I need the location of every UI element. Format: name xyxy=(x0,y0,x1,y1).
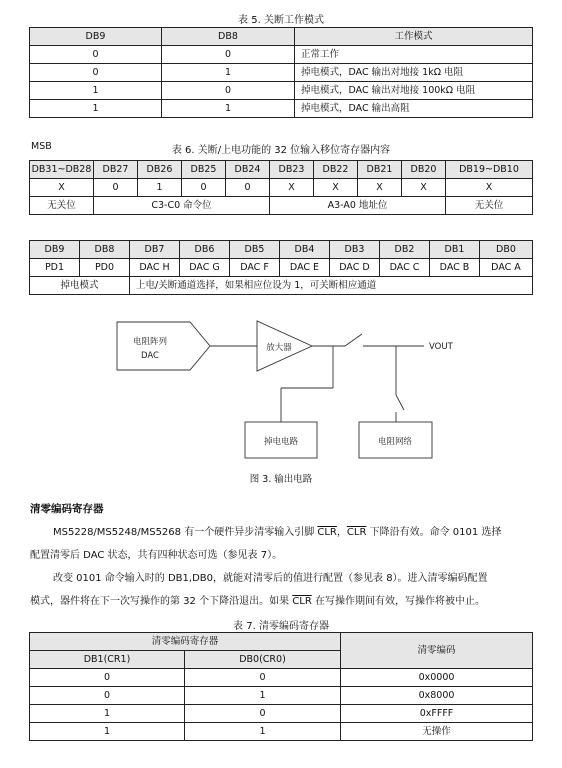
table-row xyxy=(30,669,533,687)
table7-header-db0: DB0(CR0) xyxy=(185,651,341,669)
network-switch xyxy=(396,395,404,410)
table5-cell: 掉电模式，DAC 输出对地接 100kΩ 电阻 xyxy=(295,82,533,100)
p1-text-a: MS5228/MS5248/MS5268 有一个硬件异步清零输入引脚 xyxy=(53,527,318,538)
table6-cell: 0 xyxy=(226,179,270,197)
table7-header-db1: DB1(CR1) xyxy=(30,651,185,669)
table6b-header: DB6 xyxy=(180,241,230,259)
table6-header: DB24 xyxy=(226,161,270,179)
p2-text-a: 模式，器件将在下一次写操作的第 32 个下降沿退出。如果 xyxy=(30,596,293,607)
table-row xyxy=(30,46,533,64)
table5-cell: 1 xyxy=(162,64,295,82)
table7-cell: 0xFFFF xyxy=(341,705,533,723)
resistor-array-label-2: DAC xyxy=(141,351,159,361)
table-row xyxy=(30,277,533,295)
p2-text-b: 在写操作期间有效，写操作将被中止。 xyxy=(311,596,485,607)
table6-group: 无关位 xyxy=(446,197,533,215)
table5-caption: 表 5. 关断工作模式 xyxy=(238,15,324,26)
table6b-group: 上电/关断通道选择，如果相应位设为 1，可关断相应通道 xyxy=(130,277,533,295)
table7-cell: 1 xyxy=(185,687,341,705)
table5-cell: 0 xyxy=(30,64,162,82)
table6b-cell: DAC F xyxy=(230,259,280,277)
table6b-header: DB4 xyxy=(280,241,330,259)
table6-cell: 1 xyxy=(138,179,182,197)
table7-cell: 1 xyxy=(30,723,185,741)
table6b-cell: DAC H xyxy=(130,259,180,277)
table5-cell: 0 xyxy=(162,82,295,100)
table7-cell: 1 xyxy=(185,723,341,741)
table6b-header: DB0 xyxy=(480,241,533,259)
table6-header: DB27 xyxy=(94,161,138,179)
msb-label: MSB xyxy=(31,141,52,152)
p1-line2: 配置清零后 DAC 状态，共有四种状态可选（参见表 7）。 xyxy=(30,550,283,561)
table5-cell: 1 xyxy=(30,82,162,100)
table5-header-mode: 工作模式 xyxy=(295,28,533,46)
section-title: 清零编码寄存器 xyxy=(30,503,104,515)
table6-caption: 表 6. 关断/上电功能的 32 位输入移位寄存器内容 xyxy=(171,145,391,156)
table5-cell: 掉电模式，DAC 输出高阻 xyxy=(295,100,533,118)
table6-cell: X xyxy=(446,179,533,197)
table5-cell: 0 xyxy=(162,46,295,64)
powerdown-circuit-label: 掉电电路 xyxy=(263,437,299,447)
table6b-cell: DAC B xyxy=(430,259,480,277)
table-row xyxy=(30,197,533,215)
resistor-network-label: 电阻网络 xyxy=(377,437,413,447)
table7-cell: 0x8000 xyxy=(341,687,533,705)
table6b-cell: DAC A xyxy=(480,259,533,277)
p1-text-b: ， xyxy=(336,527,347,538)
table6-header: DB20 xyxy=(402,161,446,179)
clr-signal: $\overline{CLR}$ xyxy=(346,527,367,538)
table6b-group: 掉电模式 xyxy=(30,277,130,295)
p1-text-c: 下降沿有效。命令 0101 选择 xyxy=(366,527,502,538)
table5-cell: 1 xyxy=(30,100,162,118)
table6-header: DB31~DB28 xyxy=(30,161,94,179)
table6-header: DB25 xyxy=(182,161,226,179)
table7-cell: 0x0000 xyxy=(341,669,533,687)
table5-cell: 1 xyxy=(162,100,295,118)
table6-group: A3-A0 地址位 xyxy=(270,197,446,215)
table7-caption: 表 7. 清零编码寄存器 xyxy=(233,621,329,632)
table-row xyxy=(30,82,533,100)
clr-signal: $\overline{CLR}$ xyxy=(317,527,337,538)
table7-cell: 0 xyxy=(30,669,185,687)
table6b-header: DB7 xyxy=(130,241,180,259)
table6-cell: 0 xyxy=(182,179,226,197)
table-row xyxy=(30,64,533,82)
figure3-caption: 图 3. 输出电路 xyxy=(249,474,313,485)
table6-cell: X xyxy=(402,179,446,197)
table-row xyxy=(30,705,533,723)
table6b-cell: DAC D xyxy=(330,259,380,277)
table6b-header: DB8 xyxy=(80,241,130,259)
table6 xyxy=(29,160,533,215)
table7 xyxy=(29,632,533,741)
table5-cell: 掉电模式，DAC 输出对地接 1kΩ 电阻 xyxy=(295,64,533,82)
table6-header: DB26 xyxy=(138,161,182,179)
table6-cell: X xyxy=(314,179,358,197)
table-row xyxy=(30,179,533,197)
table-row xyxy=(30,723,533,741)
table7-cell: 0 xyxy=(185,705,341,723)
table6-header: DB19~DB10 xyxy=(446,161,533,179)
table6-header: DB22 xyxy=(314,161,358,179)
table6b-cell: DAC C xyxy=(380,259,430,277)
table6b-cell: PD0 xyxy=(80,259,130,277)
table6-group: C3-C0 命令位 xyxy=(94,197,270,215)
amplifier-label: 放大器 xyxy=(266,343,292,353)
table6-header: DB21 xyxy=(358,161,402,179)
table-row xyxy=(30,687,533,705)
table6-cell: X xyxy=(30,179,94,197)
table6b-header: DB5 xyxy=(230,241,280,259)
table7-cell: 0 xyxy=(185,669,341,687)
table7-group-header: 清零编码寄存器 xyxy=(30,633,341,651)
output-switch xyxy=(345,334,362,346)
table7-cell: 1 xyxy=(30,705,185,723)
table6b-cell: DAC G xyxy=(180,259,230,277)
paragraph-2-line2 xyxy=(30,595,535,609)
table6b-cell: DAC E xyxy=(280,259,330,277)
table7-cell: 无操作 xyxy=(341,723,533,741)
resistor-array-label-1: 电阻阵列 xyxy=(132,337,168,347)
table6-header: DB23 xyxy=(270,161,314,179)
table5-cell: 0 xyxy=(30,46,162,64)
table6b-header: DB2 xyxy=(380,241,430,259)
table6b-header: DB9 xyxy=(30,241,80,259)
table-row xyxy=(30,100,533,118)
table5-cell: 正常工作 xyxy=(295,46,533,64)
p2-line1: 改变 0101 命令输入时的 DB1,DB0，就能对清零后的值进行配置（参见表 8）。进入清零编码配置 xyxy=(53,573,488,584)
table6b xyxy=(29,240,533,295)
table6b-header: DB1 xyxy=(430,241,480,259)
table7-cell: 0 xyxy=(30,687,185,705)
table6-group: 无关位 xyxy=(30,197,94,215)
vout-label: VOUT xyxy=(429,342,453,352)
table6b-cell: PD1 xyxy=(30,259,80,277)
paragraph-1 xyxy=(30,526,535,540)
table5-header-db9: DB9 xyxy=(30,28,162,46)
table6-cell: X xyxy=(270,179,314,197)
table5 xyxy=(29,27,533,118)
table6-cell: X xyxy=(358,179,402,197)
table-row xyxy=(30,259,533,277)
table6b-header: DB3 xyxy=(330,241,380,259)
output-circuit-diagram xyxy=(0,310,562,495)
table7-header-code: 清零编码 xyxy=(341,633,533,669)
table6-cell: 0 xyxy=(94,179,138,197)
table5-header-db8: DB8 xyxy=(162,28,295,46)
clr-signal: $\overline{CLR}$ xyxy=(292,596,312,607)
